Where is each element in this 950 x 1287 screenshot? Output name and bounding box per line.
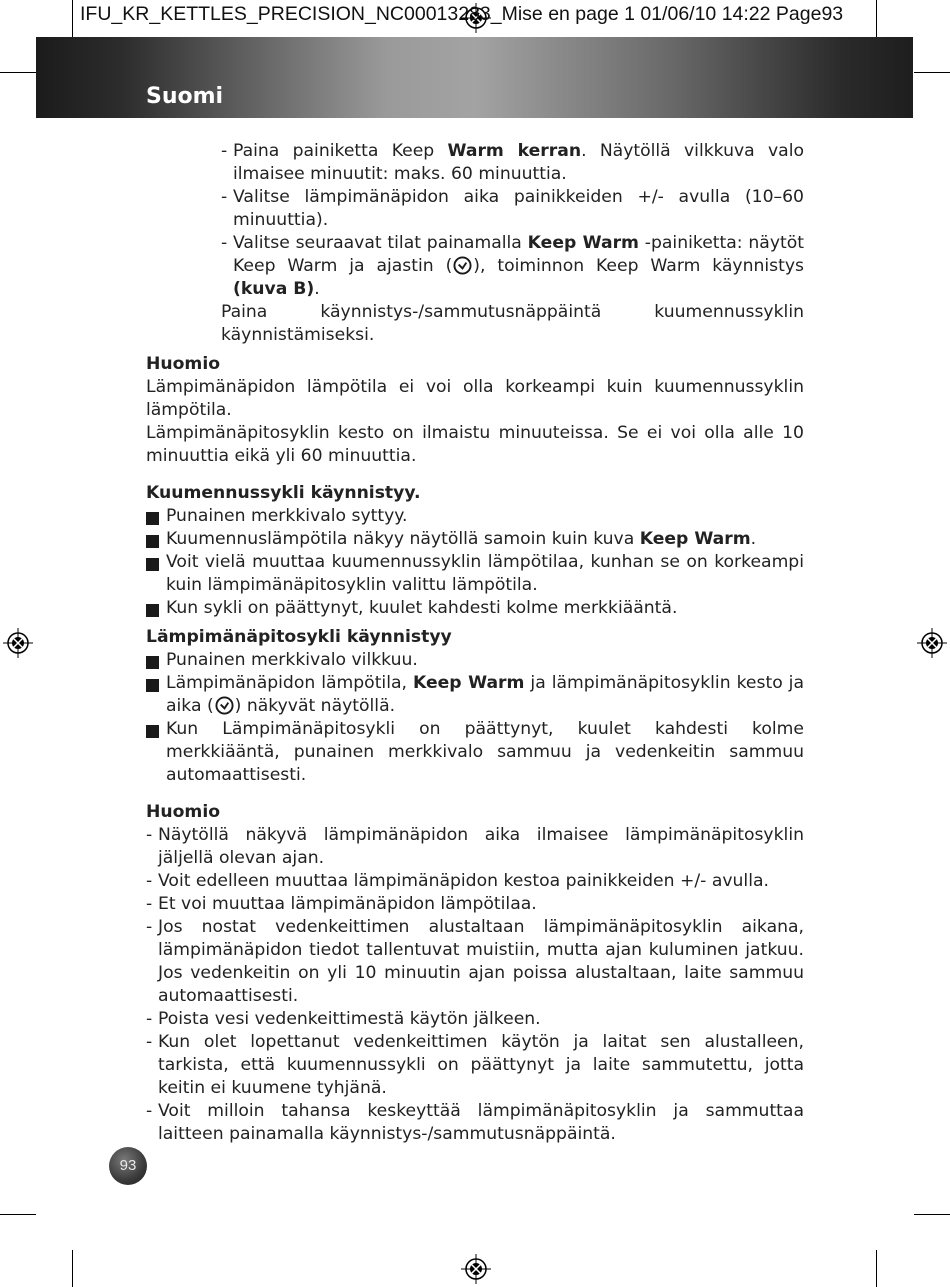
crop-mark xyxy=(914,1214,950,1215)
square-bullet-icon xyxy=(146,656,159,669)
note-text: Lämpimänäpidon lämpötila ei voi olla korkeampi kuin kuumennussyklin lämpötila. xyxy=(146,377,804,420)
crop-mark xyxy=(72,0,73,37)
main-content xyxy=(146,140,804,1146)
note-item: - Voit edelleen muuttaa lämpimänäpidon kestoa painikkeiden +/- avulla. xyxy=(146,871,769,891)
crop-mark xyxy=(876,1250,877,1287)
list-item: Kuumennuslämpötila näkyy näytöllä samoin kuin kuva Keep Warm. xyxy=(146,528,804,551)
dash-marker: - xyxy=(221,187,228,207)
note-item: - Kun olet lopettanut vedenkeittimen käytön ja laitat sen alustalleen, tarkista, että kuumennussykli on päättynyt ja laite sammutettu, jotta keitin ei kuumene tyhjänä. xyxy=(146,1032,804,1098)
list-item: Kun sykli on päättynyt, kuulet kahdesti kolme merkkiääntä. xyxy=(146,597,804,620)
note-item: - Poista vesi vedenkeittimestä käytön jälkeen. xyxy=(146,1009,541,1029)
clock-timer-icon xyxy=(215,696,234,715)
crop-mark xyxy=(0,72,36,73)
dash-marker: - xyxy=(221,233,228,253)
square-bullet-icon xyxy=(146,725,159,738)
note-item: - Voit milloin tahansa keskeyttää lämpimänäpitosyklin ja sammuttaa laitteen painamalla käynnistys-/sammutusnäppäintä. xyxy=(146,1101,804,1144)
square-bullet-icon xyxy=(146,558,159,571)
crop-mark xyxy=(0,1214,36,1215)
list-item: Kun Lämpimänäpitosykli on päättynyt, kuulet kahdesti kolme merkkiääntä, punainen merkkivalo sammuu ja vedenkeitin sammuu automaattisesti. xyxy=(146,718,804,787)
crop-mark xyxy=(914,72,950,73)
square-bullet-icon xyxy=(146,679,159,692)
print-slug-line: IFU_KR_KETTLES_PRECISION_NC00013283_Mise en page 1 01/06/10 14:22 Page93 xyxy=(80,3,844,25)
list-item: Voit vielä muuttaa kuumennussyklin lämpötilaa, kunhan se on korkeampi kuin lämpimänäpitosyklin valittu lämpötila. xyxy=(146,551,804,597)
registration-mark-icon xyxy=(3,628,33,658)
page-number-badge: 93 xyxy=(109,1147,147,1185)
note-text: Lämpimänäpitosyklin kesto on ilmaistu minuuteissa. Se ei voi olla alle 10 minuuttia eikä yli 60 minuuttia. xyxy=(146,423,804,466)
note-heading: Huomio xyxy=(146,354,221,374)
square-bullet-icon xyxy=(146,512,159,525)
square-bullet-icon xyxy=(146,604,159,617)
list-item: Punainen merkkivalo vilkkuu. xyxy=(146,649,804,672)
registration-mark-icon xyxy=(917,628,947,658)
note-item: - Näytöllä näkyvä lämpimänäpidon aika ilmaisee lämpimänäpitosyklin jäljellä olevan ajan. xyxy=(146,825,804,868)
note-item: - Jos nostat vedenkeittimen alustaltaan lämpimänäpitosyklin aikana, lämpimänäpidon tiedot tallentuvat muistiin, mutta ajan kuluminen jatkuu. Jos vedenkeitin on yli 10 minuutin ajan poissa alustaltaan, laite sammuu automaattisesti. xyxy=(146,917,804,1006)
crop-mark xyxy=(72,1250,73,1287)
crop-mark xyxy=(876,0,877,37)
step-item: - Valitse seuraavat tilat painamalla Keep Warm -painiketta: näytöt Keep Warm ja ajastin ( ), toiminnon Keep Warm käynnistys (kuva B). xyxy=(221,233,804,299)
note-item: - Et voi muuttaa lämpimänäpidon lämpötilaa. xyxy=(146,894,537,914)
clock-timer-icon xyxy=(453,256,472,275)
dash-marker: - xyxy=(221,141,228,161)
list-item: Punainen merkkivalo syttyy. xyxy=(146,505,804,528)
registration-mark-icon xyxy=(461,1254,491,1284)
step-item: - Paina painiketta Keep Warm kerran. Näytöllä vilkkuva valo ilmaisee minuutit: maks. 60 minuuttia. xyxy=(221,141,804,184)
note-heading: Huomio xyxy=(146,802,221,822)
square-bullet-icon xyxy=(146,535,159,548)
section-title: Suomi xyxy=(146,84,224,109)
list-item: Lämpimänäpidon lämpötila, Keep Warm ja lämpimänäpitosyklin kesto ja aika ( ) näkyvät näytöllä. xyxy=(146,672,804,718)
heating-heading: Kuumennussykli käynnistyy. xyxy=(146,483,421,503)
step-after-text: Paina käynnistys-/sammutusnäppäintä kuumennussyklin käynnistämiseksi. xyxy=(221,302,804,345)
step-item: - Valitse lämpimänäpidon aika painikkeiden +/- avulla (10–60 minuuttia). xyxy=(221,187,804,230)
keepwarm-heading: Lämpimänäpitosykli käynnistyy xyxy=(146,627,452,647)
